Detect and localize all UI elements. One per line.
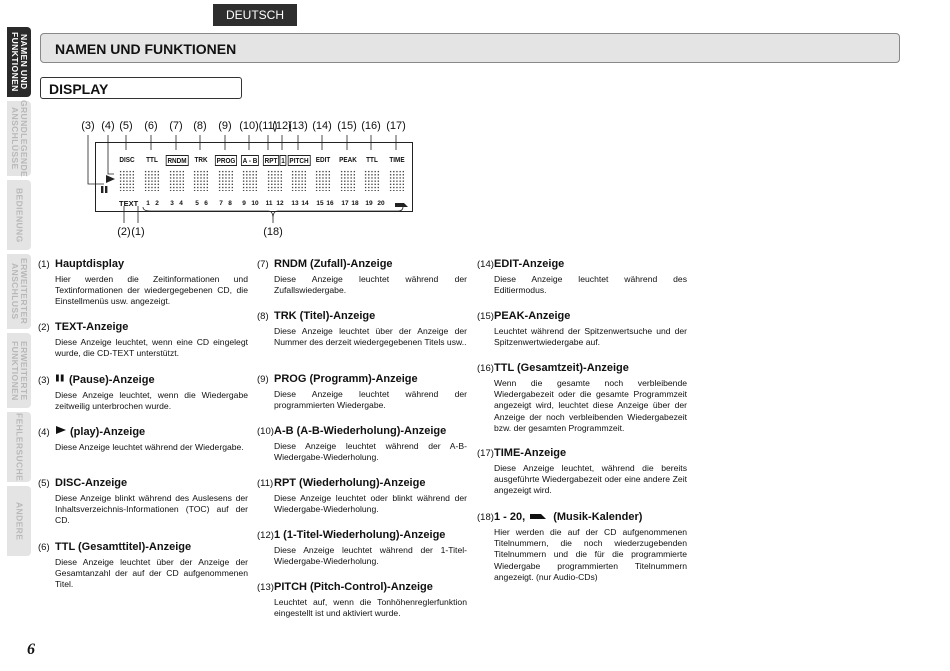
item-title: DISC-Anzeige: [55, 477, 128, 489]
item-number: (1): [38, 259, 50, 270]
callout-16: (16): [361, 120, 381, 132]
item-description: Hier werden die auf der CD aufgenommenen Titelnummern, die noch wiederzugebenden Titelnummern und die für die programmierte Wiedergabe programmierten Titelnummern angezeigt. (nur Audio-CDs): [494, 527, 687, 582]
edit-indicator: EDIT: [315, 155, 331, 164]
item-number: (11): [257, 478, 274, 489]
callout-15: (15): [337, 120, 357, 132]
item-9: [257, 373, 467, 411]
calendar-number: 15: [316, 200, 324, 207]
item-description: Diese Anzeige leuchtet während der A-B-Wiedergabe-Wiederholung.: [274, 441, 467, 463]
item-title: TRK (Titel)-Anzeige: [274, 310, 376, 322]
item-description: Diese Anzeige leuchtet während der 1-Titel-Wiedergabe-Wiederholung.: [274, 545, 467, 567]
callout-2: (2): [117, 226, 131, 238]
calendar-number: 7: [219, 200, 223, 207]
item-title: A-B (A-B-Wiederholung)-Anzeige: [274, 425, 447, 437]
side-tab-label: ANDERE: [14, 501, 25, 541]
rndm-indicator: RNDM: [167, 156, 187, 165]
item-description: Diese Anzeige leuchtet über der Anzeige der Gesamtanzahl der auf der CD aufgenommenen Titel.: [55, 557, 248, 590]
item-title: EDIT-Anzeige: [494, 258, 565, 270]
item-description: Diese Anzeige blinkt während des Auslesens der Inhaltsverzeichnis-Informationen (TOC) auf der CD.: [55, 493, 248, 526]
side-tab-label: BEDIENUNG: [14, 187, 25, 243]
item-title: TTL (Gesamttitel)-Anzeige: [55, 541, 192, 553]
item-title: RNDM (Zufall)-Anzeige: [274, 258, 393, 270]
side-tab-namen-und-funktionen[interactable]: [7, 27, 31, 97]
item-description: Hier werden die Zeitinformationen und Textinformationen der wiedergegebenen CD, die Einstellmenüs usw. angezeigt.: [55, 274, 248, 307]
trk-indicator: TRK: [194, 155, 208, 164]
calendar-number: 2: [155, 200, 159, 207]
calendar-number: 16: [326, 200, 334, 207]
play-icon: [55, 425, 67, 435]
item-number: (12): [257, 530, 274, 541]
item-number: (18): [477, 512, 494, 523]
item-title: PITCH (Pitch-Control)-Anzeige: [274, 581, 433, 593]
item-title: RPT (Wiederholung)-Anzeige: [274, 477, 426, 489]
callout-7: (7): [169, 120, 183, 132]
calendar-number: 8: [228, 200, 232, 207]
prog-indicator: PROG: [216, 156, 236, 165]
item-17: [477, 447, 687, 497]
calendar-number: 1: [146, 200, 150, 207]
item-number: (8): [257, 311, 269, 322]
display-diagram: [80, 120, 420, 245]
item-title: (play)-Anzeige: [70, 426, 146, 438]
calendar-number: 13: [291, 200, 299, 207]
language-tab: DEUTSCH: [213, 4, 297, 26]
item-number: (15): [477, 311, 494, 322]
calendar-number: 6: [204, 200, 208, 207]
ttl-indicator: TTL: [146, 155, 158, 164]
item-description: Wenn die gesamte noch verbleibende Wiedergabezeit oder die gesamte Programmzeit angezeigt wird, leuchtet diese Anzeige über der Anzeige der noch verbleibenden Wiedergabezeit bzw. der gesamten Programmzeit.: [494, 378, 687, 433]
calendar-number: 10: [251, 200, 259, 207]
item-title: TIME-Anzeige: [494, 447, 567, 459]
item-title: Hauptdisplay: [55, 258, 125, 270]
item-description: Diese Anzeige leuchtet, während die bereits ausgeführte Wiedergabezeit oder eine andere Zeit angezeigt wird.: [494, 463, 687, 496]
item-description: Leuchtet während der Spitzenwertsuche und der Spitzenwertwiedergabe auf.: [494, 326, 687, 348]
a-b-indicator: A - B: [242, 156, 258, 165]
item-title: TTL (Gesamtzeit)-Anzeige: [494, 362, 629, 374]
repeat-one-indicator: 1: [281, 156, 285, 165]
calendar-number: 12: [276, 200, 284, 207]
side-tab-label: GRUNDLEGENDE ANSCHLÜSSE: [10, 99, 29, 178]
rpt-indicator: RPT: [264, 156, 278, 165]
side-tab-grundlegende-anschluesse[interactable]: [7, 101, 31, 176]
pause-icon: [55, 373, 66, 383]
item-number: (10): [257, 426, 274, 437]
side-tab-label: ERWEITERTE FUNKTIONEN: [10, 340, 29, 401]
callout-10: (10): [239, 120, 259, 132]
peak-indicator: PEAK: [339, 155, 357, 164]
pitch-indicator: PITCH: [289, 156, 309, 165]
side-tab-label: FEHLERSUCHE: [14, 412, 25, 482]
callout-6: (6): [144, 120, 158, 132]
item-title: PEAK-Anzeige: [494, 310, 571, 322]
item-3: [38, 373, 248, 412]
calendar-number: 18: [351, 200, 359, 207]
item-10: [257, 425, 467, 463]
item-15: [477, 310, 687, 348]
item-number: (4): [38, 427, 50, 438]
item-title: 1 (1-Titel-Wiederholung)-Anzeige: [274, 529, 446, 541]
callout-12: (12): [272, 120, 292, 132]
text-indicator: TEXT: [119, 199, 139, 208]
item-number: (6): [38, 542, 50, 553]
item-title: (Pause)-Anzeige: [69, 374, 155, 386]
side-tab-andere[interactable]: [7, 486, 31, 556]
calendar-number: 20: [377, 200, 385, 207]
item-number: (2): [38, 322, 50, 333]
item-2: [38, 321, 248, 359]
item-14: [477, 258, 687, 296]
calendar-number: 14: [301, 200, 309, 207]
item-number: (7): [257, 259, 269, 270]
item-title: PROG (Programm)-Anzeige: [274, 373, 418, 385]
calendar-number: 19: [365, 200, 373, 207]
callout-4: (4): [101, 120, 115, 132]
calendar-number: 3: [170, 200, 174, 207]
section-header: [40, 33, 900, 63]
item-number: (5): [38, 478, 50, 489]
item-title: TEXT-Anzeige: [55, 321, 129, 333]
item-6: [38, 541, 248, 591]
calendar-number: 5: [195, 200, 199, 207]
callout-17: (17): [386, 120, 406, 132]
side-tab-bedienung[interactable]: [7, 180, 31, 250]
item-11: [257, 477, 467, 515]
side-tab-erweiterte-funktionen[interactable]: [7, 333, 31, 408]
item-number: (16): [477, 363, 494, 374]
item-description: Diese Anzeige leuchtet während des Editiermodus.: [494, 274, 687, 296]
item-8: [257, 310, 467, 348]
item-number: (3): [38, 375, 50, 386]
callout-14: (14): [312, 120, 332, 132]
item-1: [38, 258, 248, 308]
side-tab-erweiterter-anschluss[interactable]: [7, 254, 31, 329]
time-indicator: TIME: [389, 155, 405, 164]
item-description: Leuchtet auf, wenn die Tonhöhenreglerfunktion eingestellt ist und aktiviert wurde.: [274, 597, 467, 619]
item-description: Diese Anzeige leuchtet oder blinkt während der Wiedergabe-Wiederholung.: [274, 493, 467, 515]
calendar-arrow-icon: [529, 511, 549, 520]
item-description: Diese Anzeige leuchtet während der programmierten Wiedergabe.: [274, 389, 467, 411]
item-number: (17): [477, 448, 494, 459]
callout-9: (9): [218, 120, 232, 132]
calendar-number: 9: [242, 200, 246, 207]
item-12: [257, 529, 467, 567]
callout-18: (18): [263, 226, 283, 238]
side-tab-label: NAMEN UND FUNKTIONEN: [10, 32, 29, 92]
calendar-number: 17: [341, 200, 349, 207]
calendar-number: 4: [179, 200, 183, 207]
calendar-number: 11: [265, 200, 273, 207]
page-number: 6: [27, 641, 35, 658]
item-number: (9): [257, 374, 269, 385]
item-description: Diese Anzeige leuchtet, wenn die Wiedergabe zeitweilig unterbrochen wurde.: [55, 390, 248, 412]
callout-8: (8): [193, 120, 207, 132]
item-7: [257, 258, 467, 296]
section-title: NAMEN UND FUNKTIONEN: [55, 41, 237, 57]
item-13: [257, 581, 467, 619]
item-description: Diese Anzeige leuchtet, wenn eine CD eingelegt wurde, die CD-TEXT unterstützt.: [55, 337, 248, 359]
item-number: (13): [257, 582, 274, 593]
side-tab-fehlersuche[interactable]: [7, 412, 31, 482]
subsection-title: DISPLAY: [49, 81, 109, 97]
item-number: (14): [477, 259, 494, 270]
ttl-time-indicator: TTL: [366, 155, 378, 164]
callout-3: (3): [81, 120, 95, 132]
item-18: [477, 511, 687, 583]
subsection-header: [40, 77, 242, 99]
callout-11: (11): [258, 120, 278, 132]
callout-1: (1): [131, 226, 145, 238]
item-description: Diese Anzeige leuchtet über der Anzeige der Nummer des derzeit wiedergegebenen Titels usw..: [274, 326, 467, 348]
item-description: Diese Anzeige leuchtet während der Wiedergabe.: [55, 442, 244, 452]
item-16: [477, 362, 687, 434]
item-description: Diese Anzeige leuchtet während der Zufallswiedergabe.: [274, 274, 467, 296]
item-title: 1 - 20,: [494, 511, 526, 523]
item-4: [38, 425, 248, 453]
item-title-suffix: (Musik-Kalender): [553, 511, 643, 523]
callout-5: (5): [119, 120, 133, 132]
callout-13: (13): [288, 120, 308, 132]
side-tab-label: ERWEITERTER ANSCHLUSS: [10, 258, 29, 325]
item-5: [38, 477, 248, 527]
disc-indicator: DISC: [119, 155, 135, 164]
